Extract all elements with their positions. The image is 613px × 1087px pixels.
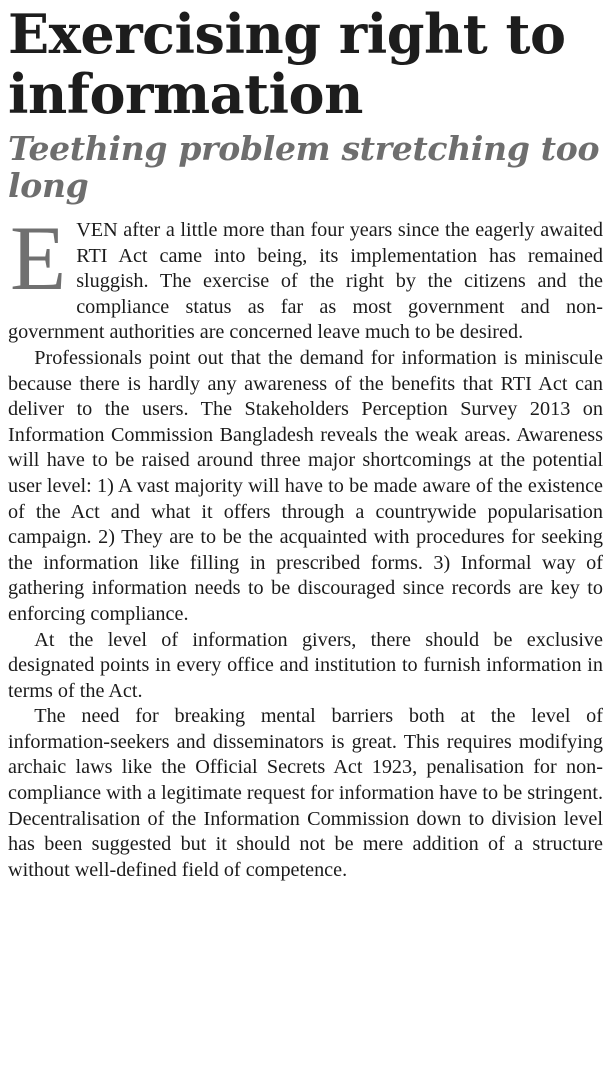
headline: Exercising right to information xyxy=(8,2,566,126)
paragraph-4: The need for breaking mental barriers both at the level of information-seekers and disseminators is great. This requires modifying archaic laws like the Official Secrets Act 1923, penalisation for non-compliance with a legitimate request for information have to be stringent. Decentralisation of the Information Commission down to division level has been suggested but it should not be mere addition of a structure without well-defined field of competence. xyxy=(8,705,603,881)
paragraph-3: At the level of information givers, there should be exclusive designated points in every office and institution to furnish information in terms of the Act. xyxy=(8,628,603,702)
article-body xyxy=(8,207,603,883)
paragraph-1 xyxy=(8,207,603,346)
paragraph-1-text: VEN after a little more than four years since the eagerly awaited RTI Act came into being, its implementation has remained sluggish. The exercise of the right by the citizens and the compliance status as far as most government and non-government authorities are concerned leave much to be desired. xyxy=(8,219,603,344)
subheadline: Teething problem stretching too long xyxy=(8,129,600,205)
article xyxy=(0,4,613,1087)
paragraph-2: Professionals point out that the demand for information is miniscule because there is hardly any awareness of the benefits that RTI Act can deliver to the users. The Stakeholders Perception Survey 2013 on Information Commission Bangladesh reveals the weak areas. Awareness will have to be raised around three major shortcomings at the potential user level: 1) A vast majority will have to be made aware of the existence of the Act and what it offers through a countrywide popularisation campaign. 2) They are to be the acquainted with procedures for seeking the information like filling in prescribed forms. 3) Informal way of gathering information needs to be discouraged since records are key to enforcing compliance. xyxy=(8,346,603,625)
drop-cap: E xyxy=(10,207,67,309)
